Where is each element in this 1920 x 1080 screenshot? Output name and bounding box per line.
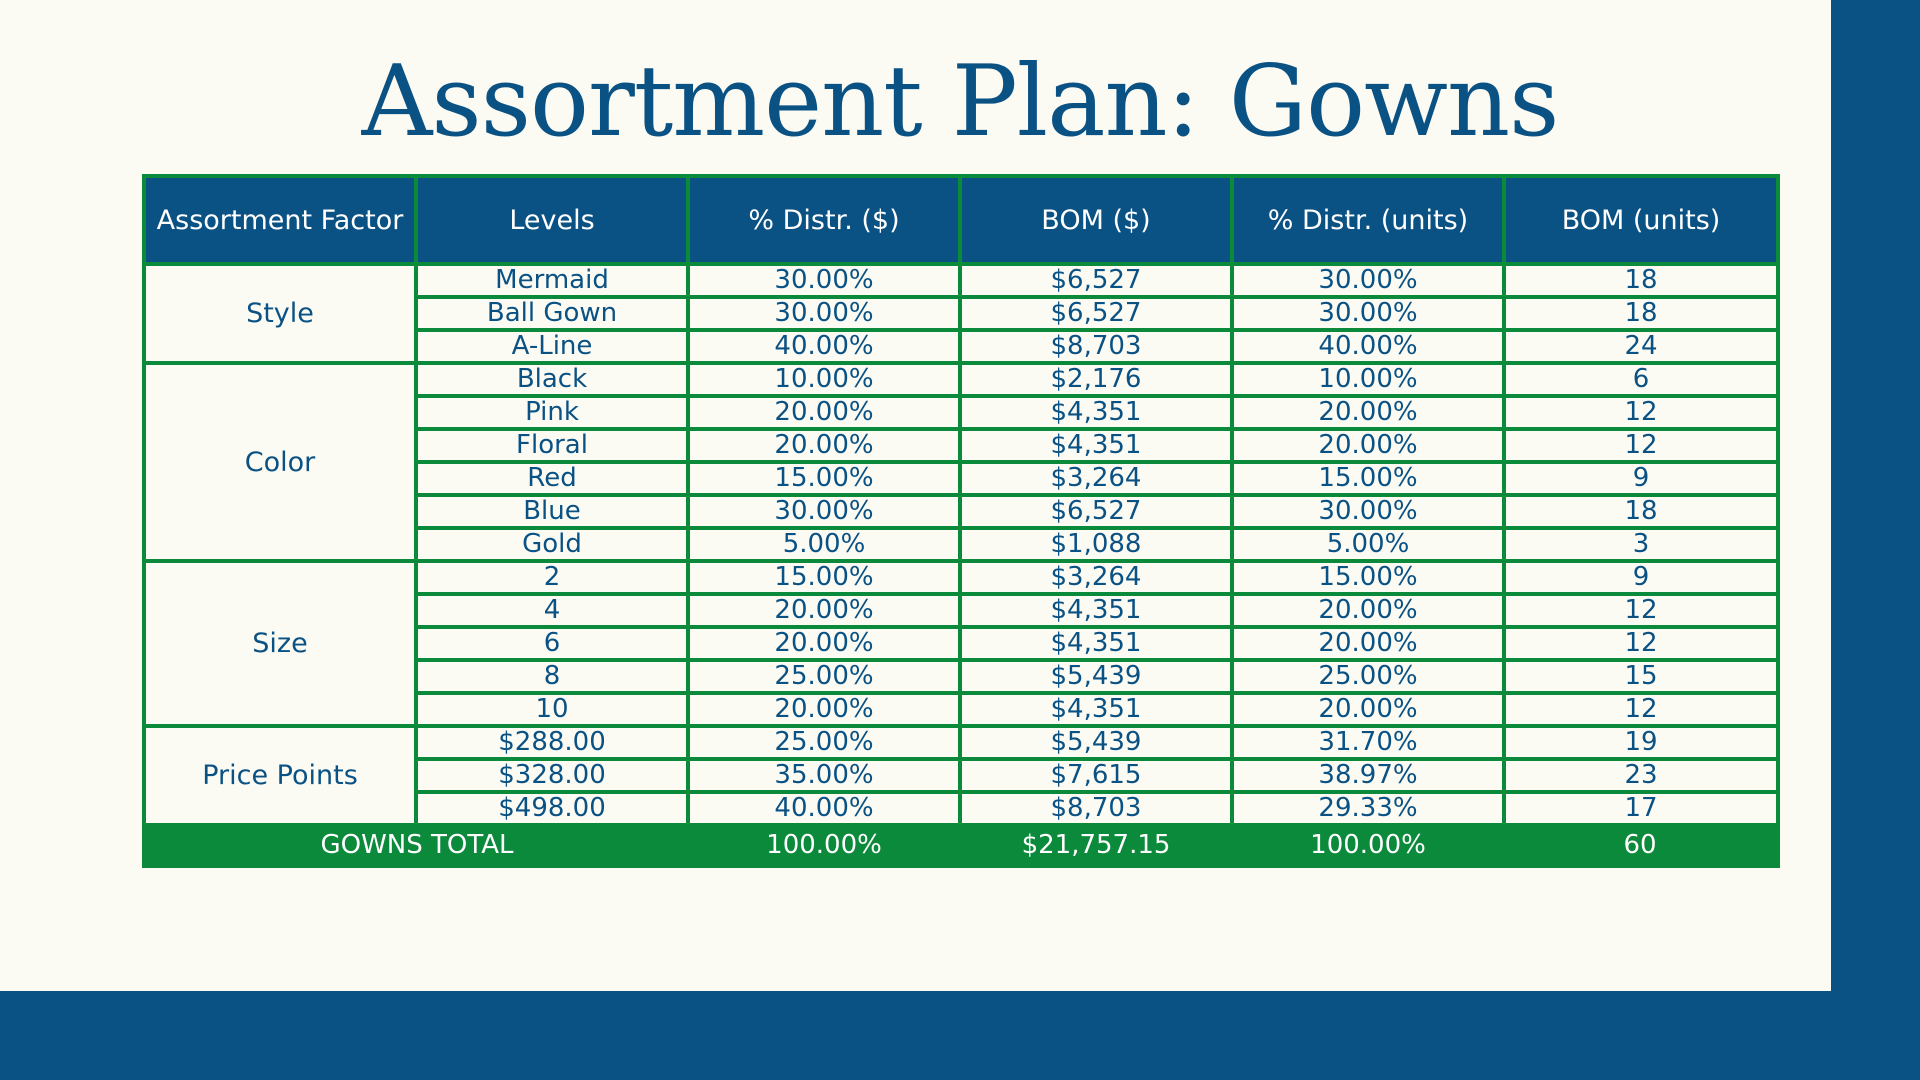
- table-cell: 20.00%: [1232, 429, 1504, 462]
- column-header: BOM (units): [1504, 176, 1778, 264]
- table-cell: 30.00%: [688, 264, 960, 297]
- total-cell: 100.00%: [688, 825, 960, 866]
- table-cell: $1,088: [960, 528, 1232, 561]
- table-cell: 12: [1504, 693, 1778, 726]
- table-cell: 15.00%: [1232, 462, 1504, 495]
- column-header: BOM ($): [960, 176, 1232, 264]
- table-cell: 23: [1504, 759, 1778, 792]
- table-cell: 5.00%: [1232, 528, 1504, 561]
- table-cell: 12: [1504, 627, 1778, 660]
- assortment-factor-cell: Price Points: [144, 726, 416, 825]
- table-row: [144, 363, 1778, 396]
- table-cell: 20.00%: [1232, 594, 1504, 627]
- level-cell: A-Line: [416, 330, 688, 363]
- table-cell: $7,615: [960, 759, 1232, 792]
- assortment-table: [142, 174, 1780, 868]
- total-cell: 60: [1504, 825, 1778, 866]
- total-cell: $21,757.15: [960, 825, 1232, 866]
- table-cell: 18: [1504, 297, 1778, 330]
- table-cell: $5,439: [960, 660, 1232, 693]
- table-body: [144, 264, 1778, 825]
- table-cell: $4,351: [960, 627, 1232, 660]
- table-cell: $4,351: [960, 429, 1232, 462]
- table-cell: $6,527: [960, 495, 1232, 528]
- level-cell: Blue: [416, 495, 688, 528]
- table-cell: 30.00%: [1232, 495, 1504, 528]
- level-cell: 8: [416, 660, 688, 693]
- header-row: [144, 176, 1778, 264]
- level-cell: Pink: [416, 396, 688, 429]
- column-header: Levels: [416, 176, 688, 264]
- table-cell: 10.00%: [688, 363, 960, 396]
- column-header: % Distr. ($): [688, 176, 960, 264]
- level-cell: 6: [416, 627, 688, 660]
- level-cell: 2: [416, 561, 688, 594]
- level-cell: Ball Gown: [416, 297, 688, 330]
- table-cell: 12: [1504, 594, 1778, 627]
- table-cell: 20.00%: [688, 693, 960, 726]
- table-cell: 30.00%: [688, 297, 960, 330]
- table-cell: 24: [1504, 330, 1778, 363]
- table-cell: 9: [1504, 561, 1778, 594]
- table-cell: 15.00%: [688, 561, 960, 594]
- level-cell: Floral: [416, 429, 688, 462]
- table-cell: $4,351: [960, 693, 1232, 726]
- table-cell: 20.00%: [688, 429, 960, 462]
- table-cell: 15.00%: [1232, 561, 1504, 594]
- level-cell: $288.00: [416, 726, 688, 759]
- level-cell: Black: [416, 363, 688, 396]
- total-cell: 100.00%: [1232, 825, 1504, 866]
- level-cell: 10: [416, 693, 688, 726]
- table-cell: $6,527: [960, 297, 1232, 330]
- table-cell: 15.00%: [688, 462, 960, 495]
- table-cell: 20.00%: [688, 594, 960, 627]
- total-label: GOWNS TOTAL: [144, 825, 688, 866]
- table-row: [144, 264, 1778, 297]
- level-cell: Mermaid: [416, 264, 688, 297]
- table-cell: 25.00%: [1232, 660, 1504, 693]
- table-cell: 35.00%: [688, 759, 960, 792]
- table-cell: $4,351: [960, 594, 1232, 627]
- table-cell: $8,703: [960, 792, 1232, 825]
- table-cell: 30.00%: [1232, 297, 1504, 330]
- total-row: [144, 825, 1778, 866]
- table-cell: 20.00%: [1232, 396, 1504, 429]
- table-cell: 10.00%: [1232, 363, 1504, 396]
- table-cell: $3,264: [960, 561, 1232, 594]
- table-cell: 17: [1504, 792, 1778, 825]
- table-cell: 38.97%: [1232, 759, 1504, 792]
- table-cell: 25.00%: [688, 660, 960, 693]
- level-cell: $328.00: [416, 759, 688, 792]
- table-cell: 18: [1504, 264, 1778, 297]
- table-cell: $2,176: [960, 363, 1232, 396]
- assortment-factor-cell: Color: [144, 363, 416, 561]
- level-cell: Red: [416, 462, 688, 495]
- table-cell: 6: [1504, 363, 1778, 396]
- table-cell: 20.00%: [1232, 693, 1504, 726]
- assortment-factor-cell: Style: [144, 264, 416, 363]
- level-cell: $498.00: [416, 792, 688, 825]
- table-cell: $5,439: [960, 726, 1232, 759]
- column-header: % Distr. (units): [1232, 176, 1504, 264]
- page-title: Assortment Plan: Gowns: [361, 45, 1559, 159]
- level-cell: 4: [416, 594, 688, 627]
- bottom-band: [0, 991, 1920, 1080]
- table-cell: 31.70%: [1232, 726, 1504, 759]
- table-cell: 15: [1504, 660, 1778, 693]
- table-cell: 29.33%: [1232, 792, 1504, 825]
- table-cell: 40.00%: [1232, 330, 1504, 363]
- table-cell: 19: [1504, 726, 1778, 759]
- table-cell: 40.00%: [688, 330, 960, 363]
- table-cell: 3: [1504, 528, 1778, 561]
- table-cell: $3,264: [960, 462, 1232, 495]
- table-cell: 18: [1504, 495, 1778, 528]
- level-cell: Gold: [416, 528, 688, 561]
- table-row: [144, 726, 1778, 759]
- table-cell: $4,351: [960, 396, 1232, 429]
- table-row: [144, 561, 1778, 594]
- column-header: Assortment Factor: [144, 176, 416, 264]
- table-cell: 30.00%: [1232, 264, 1504, 297]
- table-cell: 12: [1504, 429, 1778, 462]
- table-cell: $6,527: [960, 264, 1232, 297]
- table-cell: 5.00%: [688, 528, 960, 561]
- table-cell: 20.00%: [688, 396, 960, 429]
- table-cell: 20.00%: [688, 627, 960, 660]
- table-cell: $8,703: [960, 330, 1232, 363]
- table-cell: 40.00%: [688, 792, 960, 825]
- table-cell: 25.00%: [688, 726, 960, 759]
- table-cell: 12: [1504, 396, 1778, 429]
- assortment-factor-cell: Size: [144, 561, 416, 726]
- table-cell: 30.00%: [688, 495, 960, 528]
- table-cell: 20.00%: [1232, 627, 1504, 660]
- table-cell: 9: [1504, 462, 1778, 495]
